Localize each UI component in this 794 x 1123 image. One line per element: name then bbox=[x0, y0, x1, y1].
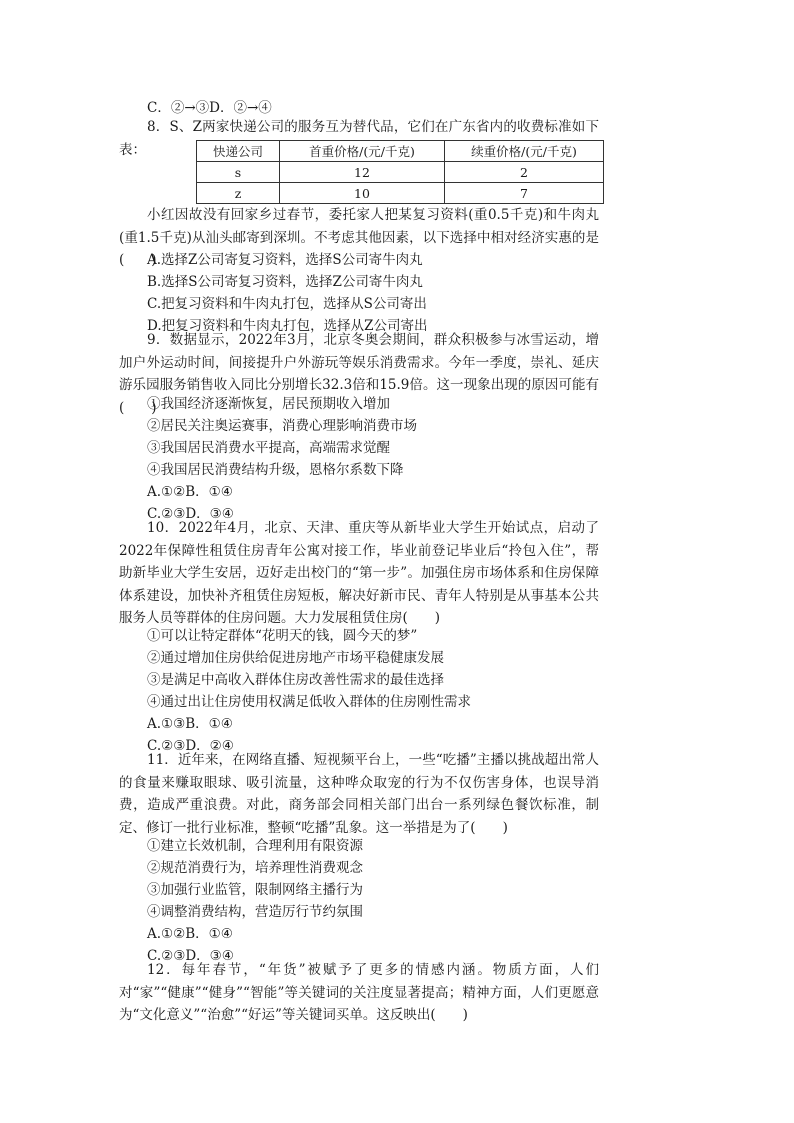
fee-table bbox=[196, 140, 604, 204]
table-cell: 12 bbox=[280, 162, 445, 183]
q10-options-ab: A.①③B．①④ bbox=[147, 716, 233, 732]
table-cell: 10 bbox=[280, 183, 445, 204]
q9-options-ab: A.①②B．①④ bbox=[147, 484, 233, 500]
table-row bbox=[197, 162, 604, 183]
q12-stem: 12．每年春节，“年货”被赋予了更多的情感内涵。物质方面，人们对“家”“健康”“健身”“智能”等关键词的关注度显著提高；精神方面，人们更愿意为“文化意义”“治愈”“好运”等关键词买单。这反映出( ) bbox=[119, 962, 599, 1023]
q9-stem: 9．数据显示，2022年3月，北京冬奥会期间，群众积极参与冰雪运动，增加户外运动时间，间接提升户外游玩等娱乐消费需求。今年一季度，崇礼、延庆游乐园服务销售收入同比分别增长32.3倍和15.9倍。这一现象出现的原因可能有( ) bbox=[119, 332, 599, 416]
q11-item-2: ②规范消费行为，培养理性消费观念 bbox=[147, 860, 363, 876]
q11-options-ab: A.①②B．①④ bbox=[147, 926, 233, 942]
q9-item-2: ②居民关注奥运赛事，消费心理影响消费市场 bbox=[147, 418, 417, 434]
q10-item-2: ②通过增加住房供给促进房地产市场平稳健康发展 bbox=[147, 650, 444, 666]
q9-item-3: ③我国居民消费水平提高，高端需求觉醒 bbox=[147, 440, 390, 456]
q7-options-cd: C．②→③D．②→④ bbox=[147, 100, 272, 116]
q11-item-1: ①建立长效机制，合理利用有限资源 bbox=[147, 838, 363, 854]
q9-item-4: ④我国居民消费结构升级，恩格尔系数下降 bbox=[147, 462, 404, 478]
fee-table-header: 首重价格/(元/千克) bbox=[280, 141, 445, 162]
q8-option-c: C.把复习资料和牛肉丸打包，选择从S公司寄出 bbox=[147, 296, 427, 312]
fee-table-header: 快递公司 bbox=[197, 141, 280, 162]
q9-item-1: ①我国经济逐渐恢复，居民预期收入增加 bbox=[147, 396, 390, 412]
q10-item-4: ④通过出让住房使用权满足低收入群体的住房刚性需求 bbox=[147, 694, 471, 710]
q10-stem: 10．2022年4月，北京、天津、重庆等从新毕业大学生开始试点，启动了2022年保障性租赁住房青年公寓对接工作，毕业前登记毕业后“拎包入住”，帮助新毕业大学生安居，迈好走出校门的“第一步”。加强住房市场体系和住房保障体系建设，加快补齐租赁住房短板，解决好新市民、青年人特别是从事基本公共服务人员等群体的住房问题。大力发展租赁住房( ) bbox=[119, 520, 599, 626]
table-cell: z bbox=[197, 183, 280, 204]
table-cell: 7 bbox=[445, 183, 604, 204]
q10-options-cd: C.②③D．②④ bbox=[147, 738, 234, 754]
fee-table-header: 续重价格/(元/千克) bbox=[445, 141, 604, 162]
fee-table-header-row bbox=[197, 141, 604, 162]
q11-options-cd: C.②③D．③④ bbox=[147, 948, 234, 964]
q11-stem: 11．近年来，在网络直播、短视频平台上，一些“吃播”主播以挑战超出常人的食量来赚取眼球、吸引流量，这种哗众取宠的行为不仅伤害身体，也误导消费，造成严重浪费。对此，商务部会同相关部门出台一系列绿色餐饮标准，制定、修订一批行业标准，整顿“吃播”乱象。这一举措是为了( ) bbox=[119, 752, 599, 836]
table-cell: s bbox=[197, 162, 280, 183]
q8-stem: 8．S、Z两家快递公司的服务互为替代品，它们在广东省内的收费标准如下表： bbox=[119, 119, 599, 158]
table-cell: 2 bbox=[445, 162, 604, 183]
q8-option-a: A.选择Z公司寄复习资料，选择S公司寄牛肉丸 bbox=[147, 252, 423, 268]
q11-item-4: ④调整消费结构，营造厉行节约氛围 bbox=[147, 904, 363, 920]
q10-item-3: ③是满足中高收入群体住房改善性需求的最佳选择 bbox=[147, 672, 444, 688]
q9-options-cd: C.②③D．③④ bbox=[147, 506, 234, 522]
q8-option-d: D.把复习资料和牛肉丸打包，选择从Z公司寄出 bbox=[147, 318, 428, 334]
q10-item-1: ①可以让特定群体“花明天的钱，圆今天的梦” bbox=[147, 628, 418, 644]
q11-item-3: ③加强行业监管，限制网络主播行为 bbox=[147, 882, 363, 898]
q8-option-b: B.选择S公司寄复习资料，选择Z公司寄牛肉丸 bbox=[147, 274, 423, 290]
table-row bbox=[197, 183, 604, 204]
q8-context: 小红因故没有回家乡过春节，委托家人把某复习资料(重0.5千克)和牛肉丸(重1.5千克)从汕头邮寄到深圳。不考虑其他因素，以下选择中相对经济实惠的是( ) bbox=[119, 207, 599, 268]
